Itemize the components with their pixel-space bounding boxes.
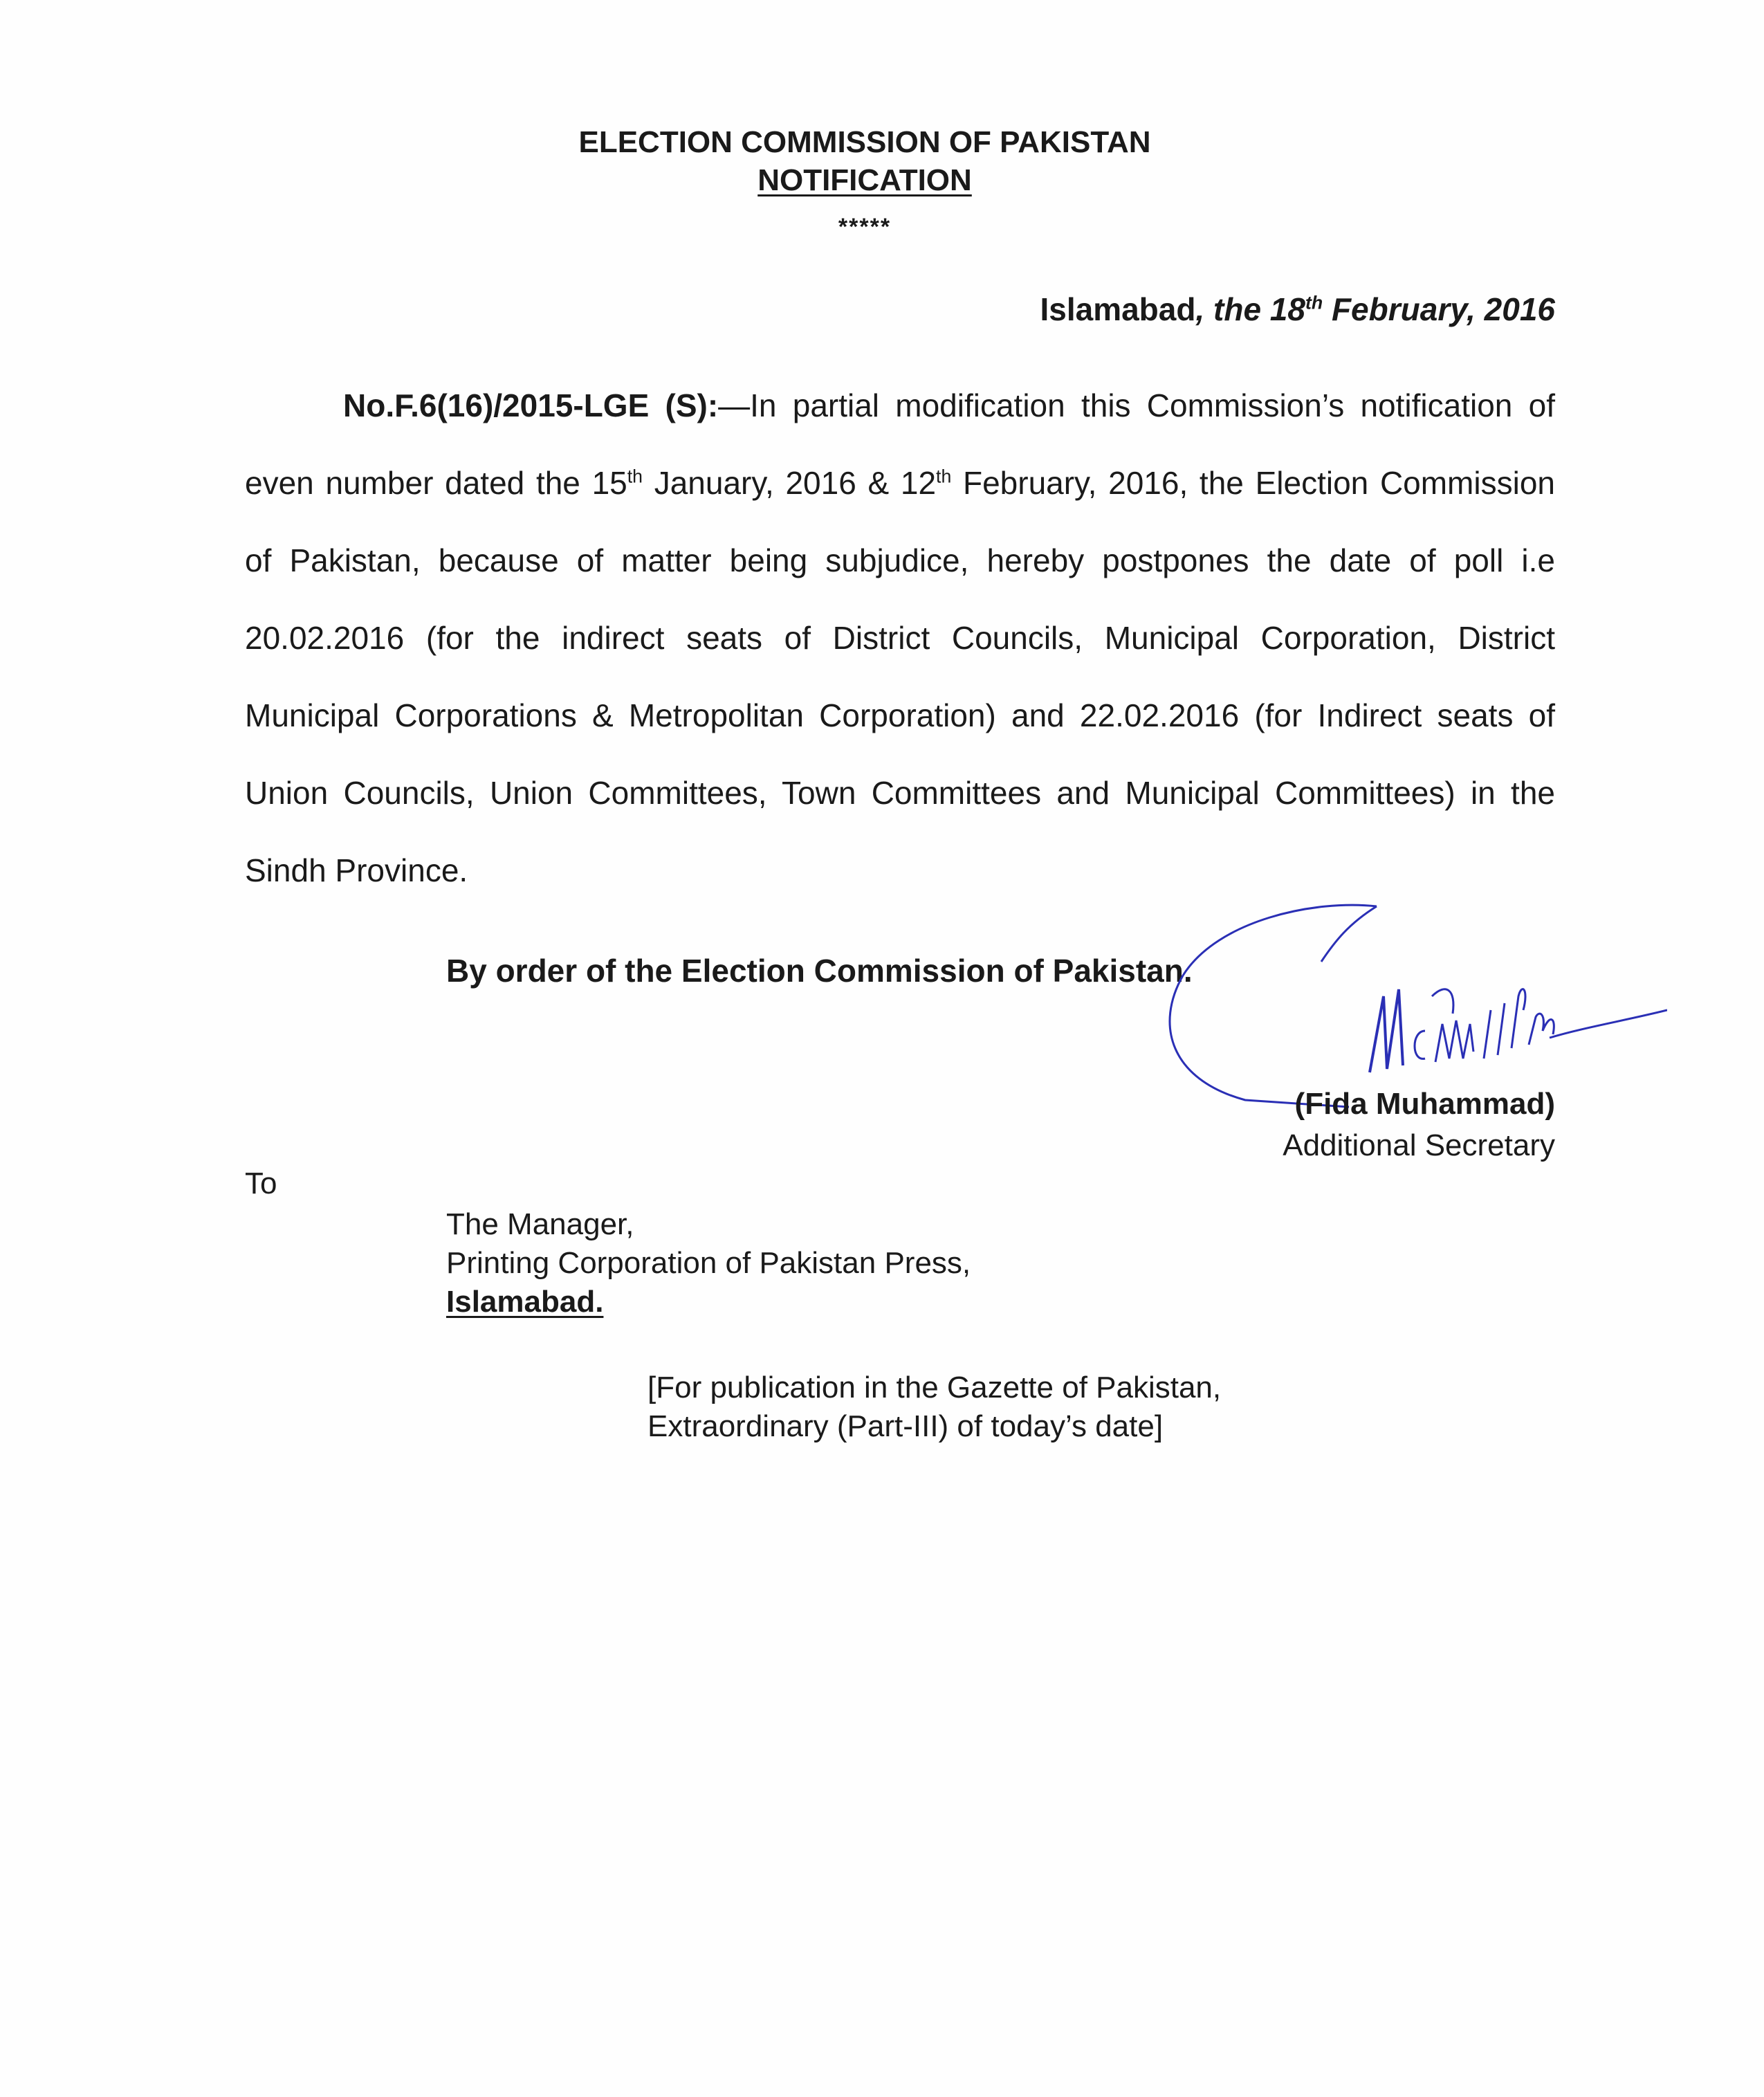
by-order-line: By order of the Election Commission of Pakistan.	[446, 953, 1193, 989]
notification-number: No.F.6(16)/2015-LGE (S):	[343, 387, 719, 423]
signatory-name: (Fida Muhammad)	[1294, 1087, 1555, 1121]
body-sup-2: th	[936, 466, 952, 487]
signatory-title: Additional Secretary	[1283, 1128, 1555, 1162]
dateline-post: February, 2016	[1323, 291, 1555, 327]
publication-note-line-2: Extraordinary (Part-III) of today’s date]	[647, 1409, 1164, 1443]
dateline-pre: , the 18	[1195, 291, 1305, 327]
publication-note-line-1: [For publication in the Gazette of Pakistan,	[647, 1371, 1222, 1404]
recipient-address	[446, 1205, 971, 1321]
recipient-line-2: Printing Corporation of Pakistan Press,	[446, 1246, 971, 1280]
to-label: To	[245, 1166, 277, 1200]
body-text-2: January, 2016 & 12	[643, 465, 937, 501]
recipient-line-1: The Manager,	[446, 1207, 634, 1241]
asterisk-separator: *****	[838, 214, 892, 240]
dateline-sup: th	[1305, 292, 1323, 313]
recipient-city: Islamabad.	[446, 1285, 604, 1319]
dateline-place: Islamabad	[1040, 291, 1196, 327]
org-title: ELECTION COMMISSION OF PAKISTAN	[578, 125, 1151, 159]
signatory-block	[1283, 1083, 1555, 1166]
dateline	[1040, 291, 1555, 328]
body-text-1: —In partial modification this Commission’s notification of even number dated the 15	[245, 387, 1555, 501]
doc-type-label: NOTIFICATION	[757, 163, 972, 197]
body-text-3: February, 2016, the Election Commission of Pakistan, because of matter being subjudice, hereby postpones the date of poll i.e 20.02.2016 (for the indirect seats of District Councils, Municipal Corporation, District Municipal Corporations & Metropolitan Corporation) and 22.02.2016 (for Indirect seats of Union Councils, Union Committees, Town Committees and Municipal Committees) in the Sindh Province.	[245, 465, 1555, 888]
doc-type-heading	[0, 161, 1747, 200]
notification-body	[245, 367, 1555, 909]
publication-note	[647, 1368, 1221, 1446]
body-sup-1: th	[627, 466, 643, 487]
